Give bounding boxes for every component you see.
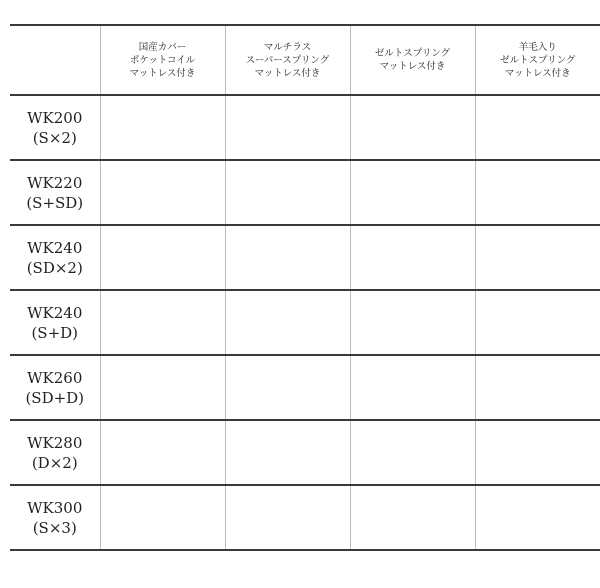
table-cell bbox=[475, 160, 600, 225]
table-cell bbox=[475, 420, 600, 485]
table-cell bbox=[350, 290, 475, 355]
table-row bbox=[10, 355, 600, 420]
header-wool-zelt-spring-mattress: 羊毛入り ゼルトスプリング マットレス付き bbox=[475, 25, 600, 95]
table-cell bbox=[475, 225, 600, 290]
bed-configuration: (S+D) bbox=[31, 323, 79, 342]
table-cell bbox=[100, 290, 225, 355]
table-cell bbox=[475, 290, 600, 355]
table-cell bbox=[225, 160, 350, 225]
table-cell bbox=[350, 355, 475, 420]
model-name: WK300 bbox=[27, 498, 83, 517]
bed-configuration: (D×2) bbox=[31, 453, 78, 472]
table-cell bbox=[225, 225, 350, 290]
bed-configuration: (SD×2) bbox=[26, 258, 83, 277]
table-cell bbox=[100, 225, 225, 290]
header-corner-cell bbox=[10, 25, 100, 95]
table-cell bbox=[100, 420, 225, 485]
table-row bbox=[10, 95, 600, 160]
row-label bbox=[10, 420, 100, 485]
row-label bbox=[10, 290, 100, 355]
header-pocket-coil-mattress: 国産カバー ポケットコイル マットレス付き bbox=[100, 25, 225, 95]
table-cell bbox=[350, 485, 475, 550]
table-cell bbox=[475, 355, 600, 420]
price-table bbox=[10, 24, 600, 551]
bed-configuration: (SD+D) bbox=[25, 388, 85, 407]
row-label bbox=[10, 160, 100, 225]
table-cell bbox=[350, 225, 475, 290]
row-label bbox=[10, 95, 100, 160]
row-label bbox=[10, 355, 100, 420]
bed-configuration: (S+SD) bbox=[26, 193, 84, 212]
table-row bbox=[10, 290, 600, 355]
header-zelt-spring-mattress: ゼルトスプリング マットレス付き bbox=[350, 25, 475, 95]
row-label bbox=[10, 225, 100, 290]
table-cell bbox=[225, 355, 350, 420]
table-row bbox=[10, 225, 600, 290]
table-cell bbox=[100, 160, 225, 225]
table-row bbox=[10, 160, 600, 225]
model-name: WK280 bbox=[27, 433, 83, 452]
model-name: WK240 bbox=[27, 303, 83, 322]
bed-configuration: (S×3) bbox=[32, 518, 77, 537]
model-name: WK240 bbox=[27, 238, 83, 257]
bed-configuration: (S×2) bbox=[32, 128, 77, 147]
table-cell bbox=[475, 95, 600, 160]
model-name: WK200 bbox=[27, 108, 83, 127]
table-cell bbox=[225, 485, 350, 550]
model-name: WK260 bbox=[27, 368, 83, 387]
table-cell bbox=[225, 290, 350, 355]
table-cell bbox=[350, 160, 475, 225]
header-multilath-super-spring-mattress: マルチラス スーパースプリング マットレス付き bbox=[225, 25, 350, 95]
table-cell bbox=[100, 355, 225, 420]
table-cell bbox=[225, 95, 350, 160]
table-cell bbox=[475, 485, 600, 550]
header-row bbox=[10, 25, 600, 95]
model-name: WK220 bbox=[27, 173, 83, 192]
table-cell bbox=[100, 485, 225, 550]
table-row bbox=[10, 420, 600, 485]
row-label bbox=[10, 485, 100, 550]
table-cell bbox=[100, 95, 225, 160]
table-row bbox=[10, 485, 600, 550]
table-cell bbox=[350, 420, 475, 485]
table-cell bbox=[350, 95, 475, 160]
table-cell bbox=[225, 420, 350, 485]
